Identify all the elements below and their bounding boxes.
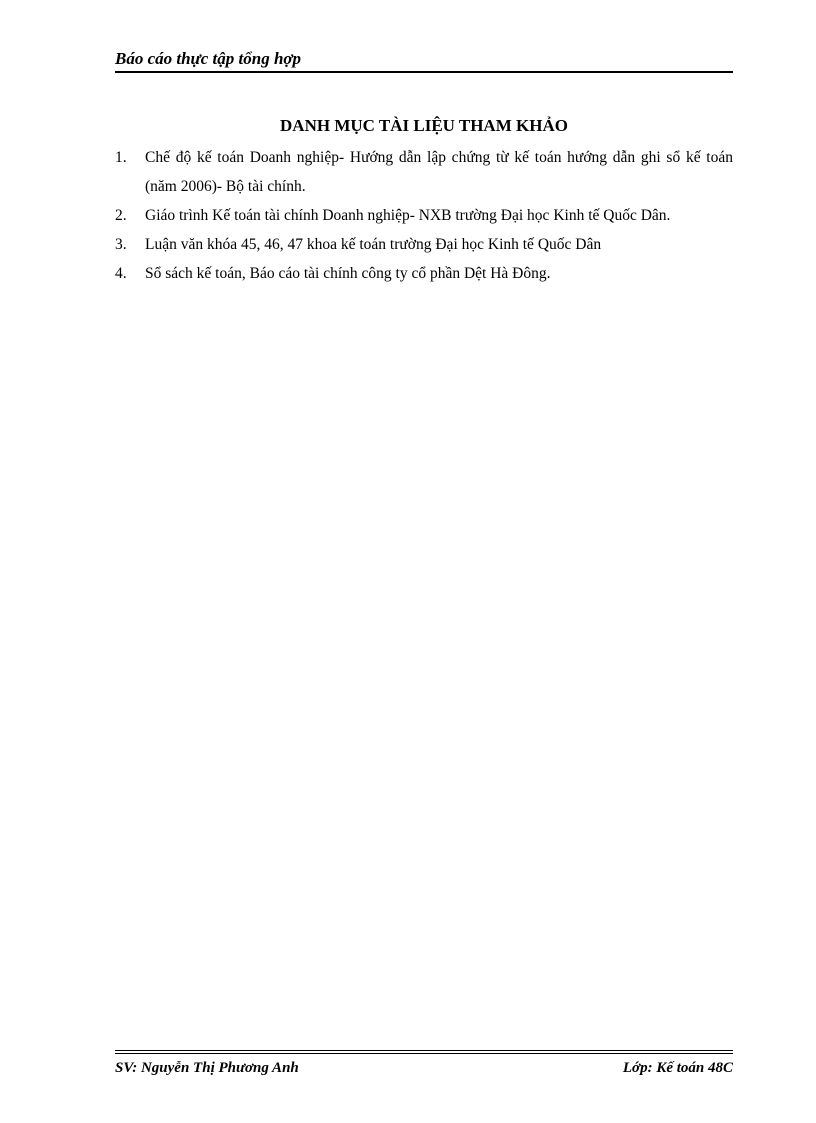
reference-text: Sổ sách kế toán, Báo cáo tài chính công ty cổ phần Dệt Hà Đông.	[145, 265, 551, 282]
footer-student-name: SV: Nguyễn Thị Phương Anh	[115, 1060, 299, 1076]
reference-item	[115, 143, 733, 201]
header-title: Báo cáo thực tập tổng hợp	[115, 49, 302, 68]
footer-rule-top	[115, 1050, 733, 1051]
reference-item	[115, 230, 733, 259]
reference-list	[115, 143, 733, 288]
footer-class: Lớp: Kế toán 48C	[622, 1060, 733, 1076]
reference-item	[115, 259, 733, 288]
references-title: DANH MỤC TÀI LIỆU THAM KHẢO	[280, 116, 568, 135]
reference-number: 2.	[115, 207, 127, 224]
reference-number: 4.	[115, 265, 127, 282]
reference-text: Chế độ kế toán Doanh nghiệp- Hướng dẫn lập chứng từ kế toán hướng dẫn ghi sổ kế toán (năm 2006)- Bộ tài chính.	[145, 149, 733, 195]
reference-item	[115, 201, 733, 230]
reference-number: 1.	[115, 149, 127, 166]
reference-text: Luận văn khóa 45, 46, 47 khoa kế toán trường Đại học Kinh tế Quốc Dân	[145, 236, 602, 253]
reference-number: 3.	[115, 236, 127, 253]
page-header	[115, 48, 733, 70]
footer-row	[115, 1058, 733, 1078]
footer-rule-bottom	[115, 1053, 733, 1054]
reference-text: Giáo trình Kế toán tài chính Doanh nghiệp- NXB trường Đại học Kinh tế Quốc Dân.	[145, 207, 671, 224]
header-rule	[115, 71, 733, 73]
